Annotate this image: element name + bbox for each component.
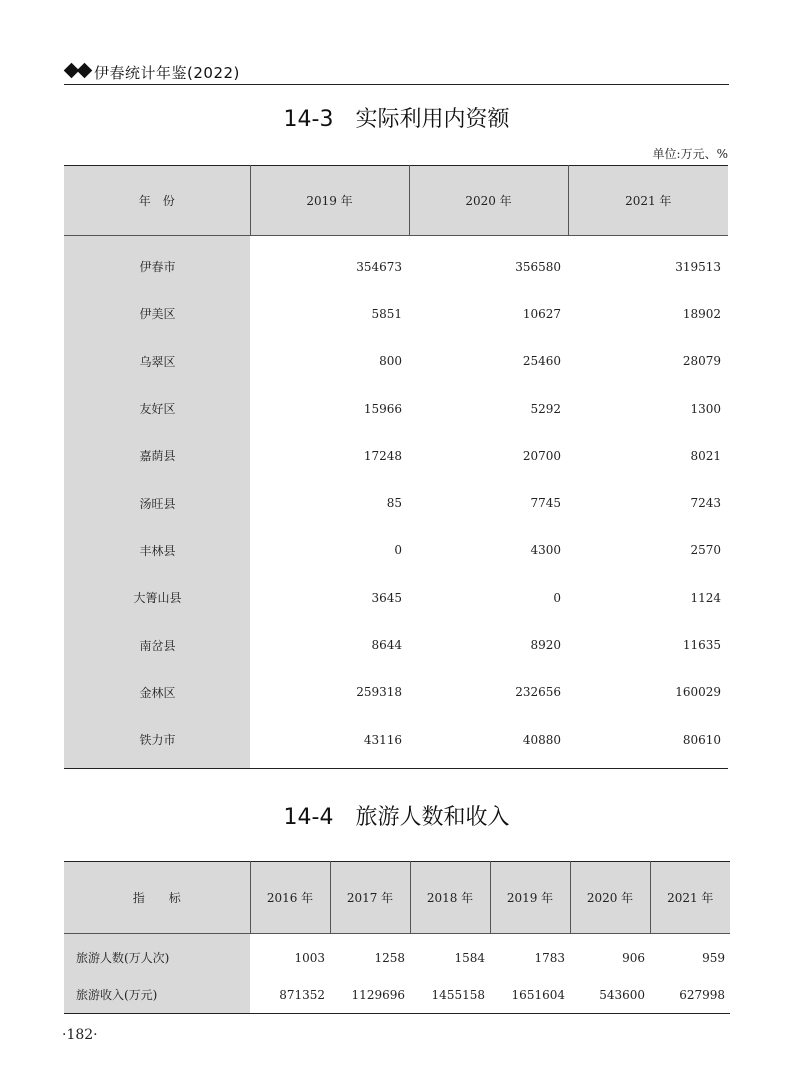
table-row	[64, 479, 728, 526]
page-number: ·182·	[62, 1027, 98, 1043]
data-cell: 319513	[675, 259, 721, 274]
row-label: 汤旺县	[64, 479, 250, 526]
table-row	[64, 432, 728, 479]
table-row	[64, 338, 728, 385]
header-rule	[64, 84, 729, 85]
table1-title: 14-3 实际利用内资额	[283, 107, 510, 132]
data-cell: 1124	[690, 590, 721, 605]
tourism-table	[64, 861, 730, 1014]
row-label: 伊春市	[64, 236, 250, 291]
row-label: 旅游收入(万元)	[64, 976, 250, 1014]
table-header-row	[64, 166, 728, 236]
row-label: 铁力市	[64, 716, 250, 769]
data-cell: 543600	[599, 987, 645, 1002]
data-cell: 1783	[534, 950, 565, 965]
table-row	[64, 574, 728, 621]
yearbook-title: 伊春统计年鉴(2022)	[94, 64, 240, 82]
table-row	[64, 527, 728, 574]
row-label: 金林区	[64, 669, 250, 716]
table-row	[64, 976, 730, 1014]
data-cell: 5292	[530, 401, 561, 416]
data-cell: 1651604	[511, 987, 565, 1002]
data-cell: 85	[386, 496, 402, 511]
row-label: 友好区	[64, 385, 250, 432]
data-cell: 2570	[690, 543, 721, 558]
table-row	[64, 290, 728, 337]
column-header: 2020 年	[409, 166, 568, 236]
data-cell: 1003	[294, 950, 325, 965]
data-cell: 8021	[690, 448, 721, 463]
column-header: 2018 年	[410, 862, 490, 934]
row-header-cell: 指 标	[64, 862, 250, 934]
diamond-icon	[77, 63, 93, 79]
data-cell: 17248	[363, 448, 402, 463]
row-label: 旅游人数(万人次)	[64, 934, 250, 977]
data-cell: 8644	[371, 638, 402, 653]
data-cell: 906	[622, 950, 645, 965]
table-row	[64, 716, 728, 769]
data-cell: 7243	[690, 496, 721, 511]
data-cell: 18902	[682, 306, 721, 321]
row-label: 丰林县	[64, 527, 250, 574]
data-cell: 3645	[371, 590, 402, 605]
column-header: 2021 年	[568, 166, 728, 236]
data-cell: 959	[702, 950, 725, 965]
data-cell: 1455158	[431, 987, 485, 1002]
data-cell: 800	[379, 354, 402, 369]
table2-title: 14-4 旅游人数和收入	[283, 805, 510, 830]
row-label: 乌翠区	[64, 338, 250, 385]
table1-unit: 单位:万元、%	[652, 147, 728, 161]
data-cell: 1129696	[351, 987, 405, 1002]
data-cell: 1300	[690, 401, 721, 416]
table-row	[64, 236, 728, 291]
data-cell: 871352	[279, 987, 325, 1002]
data-cell: 232656	[515, 685, 561, 700]
data-cell: 259318	[356, 685, 402, 700]
row-label: 伊美区	[64, 290, 250, 337]
data-cell: 7745	[530, 496, 561, 511]
data-cell: 43116	[363, 732, 402, 747]
data-cell: 80610	[682, 732, 721, 747]
column-header: 2017 年	[330, 862, 410, 934]
data-cell: 1584	[454, 950, 485, 965]
table-row	[64, 385, 728, 432]
data-cell: 160029	[675, 685, 721, 700]
data-cell: 10627	[522, 306, 561, 321]
data-cell: 0	[553, 590, 561, 605]
domestic-capital-table	[64, 165, 728, 769]
data-cell: 4300	[530, 543, 561, 558]
table-header-row	[64, 862, 730, 934]
data-cell: 40880	[522, 732, 561, 747]
table-row	[64, 934, 730, 977]
data-cell: 5851	[371, 306, 402, 321]
table-row	[64, 669, 728, 716]
column-header: 2019 年	[250, 166, 409, 236]
table-row	[64, 621, 728, 668]
column-header: 2016 年	[250, 862, 330, 934]
data-cell: 627998	[679, 987, 725, 1002]
column-header: 2020 年	[570, 862, 650, 934]
row-header-cell: 年 份	[64, 166, 250, 236]
running-header	[64, 62, 728, 84]
data-cell: 8920	[530, 638, 561, 653]
data-cell: 0	[394, 543, 402, 558]
row-label: 大箐山县	[64, 574, 250, 621]
row-label: 嘉荫县	[64, 432, 250, 479]
data-cell: 354673	[356, 259, 402, 274]
column-header: 2019 年	[490, 862, 570, 934]
data-cell: 20700	[522, 448, 561, 463]
row-label: 南岔县	[64, 621, 250, 668]
data-cell: 1258	[374, 950, 405, 965]
data-cell: 25460	[522, 354, 561, 369]
data-cell: 15966	[363, 401, 402, 416]
data-cell: 28079	[682, 354, 721, 369]
data-cell: 356580	[515, 259, 561, 274]
column-header: 2021 年	[650, 862, 730, 934]
data-cell: 11635	[682, 638, 721, 653]
